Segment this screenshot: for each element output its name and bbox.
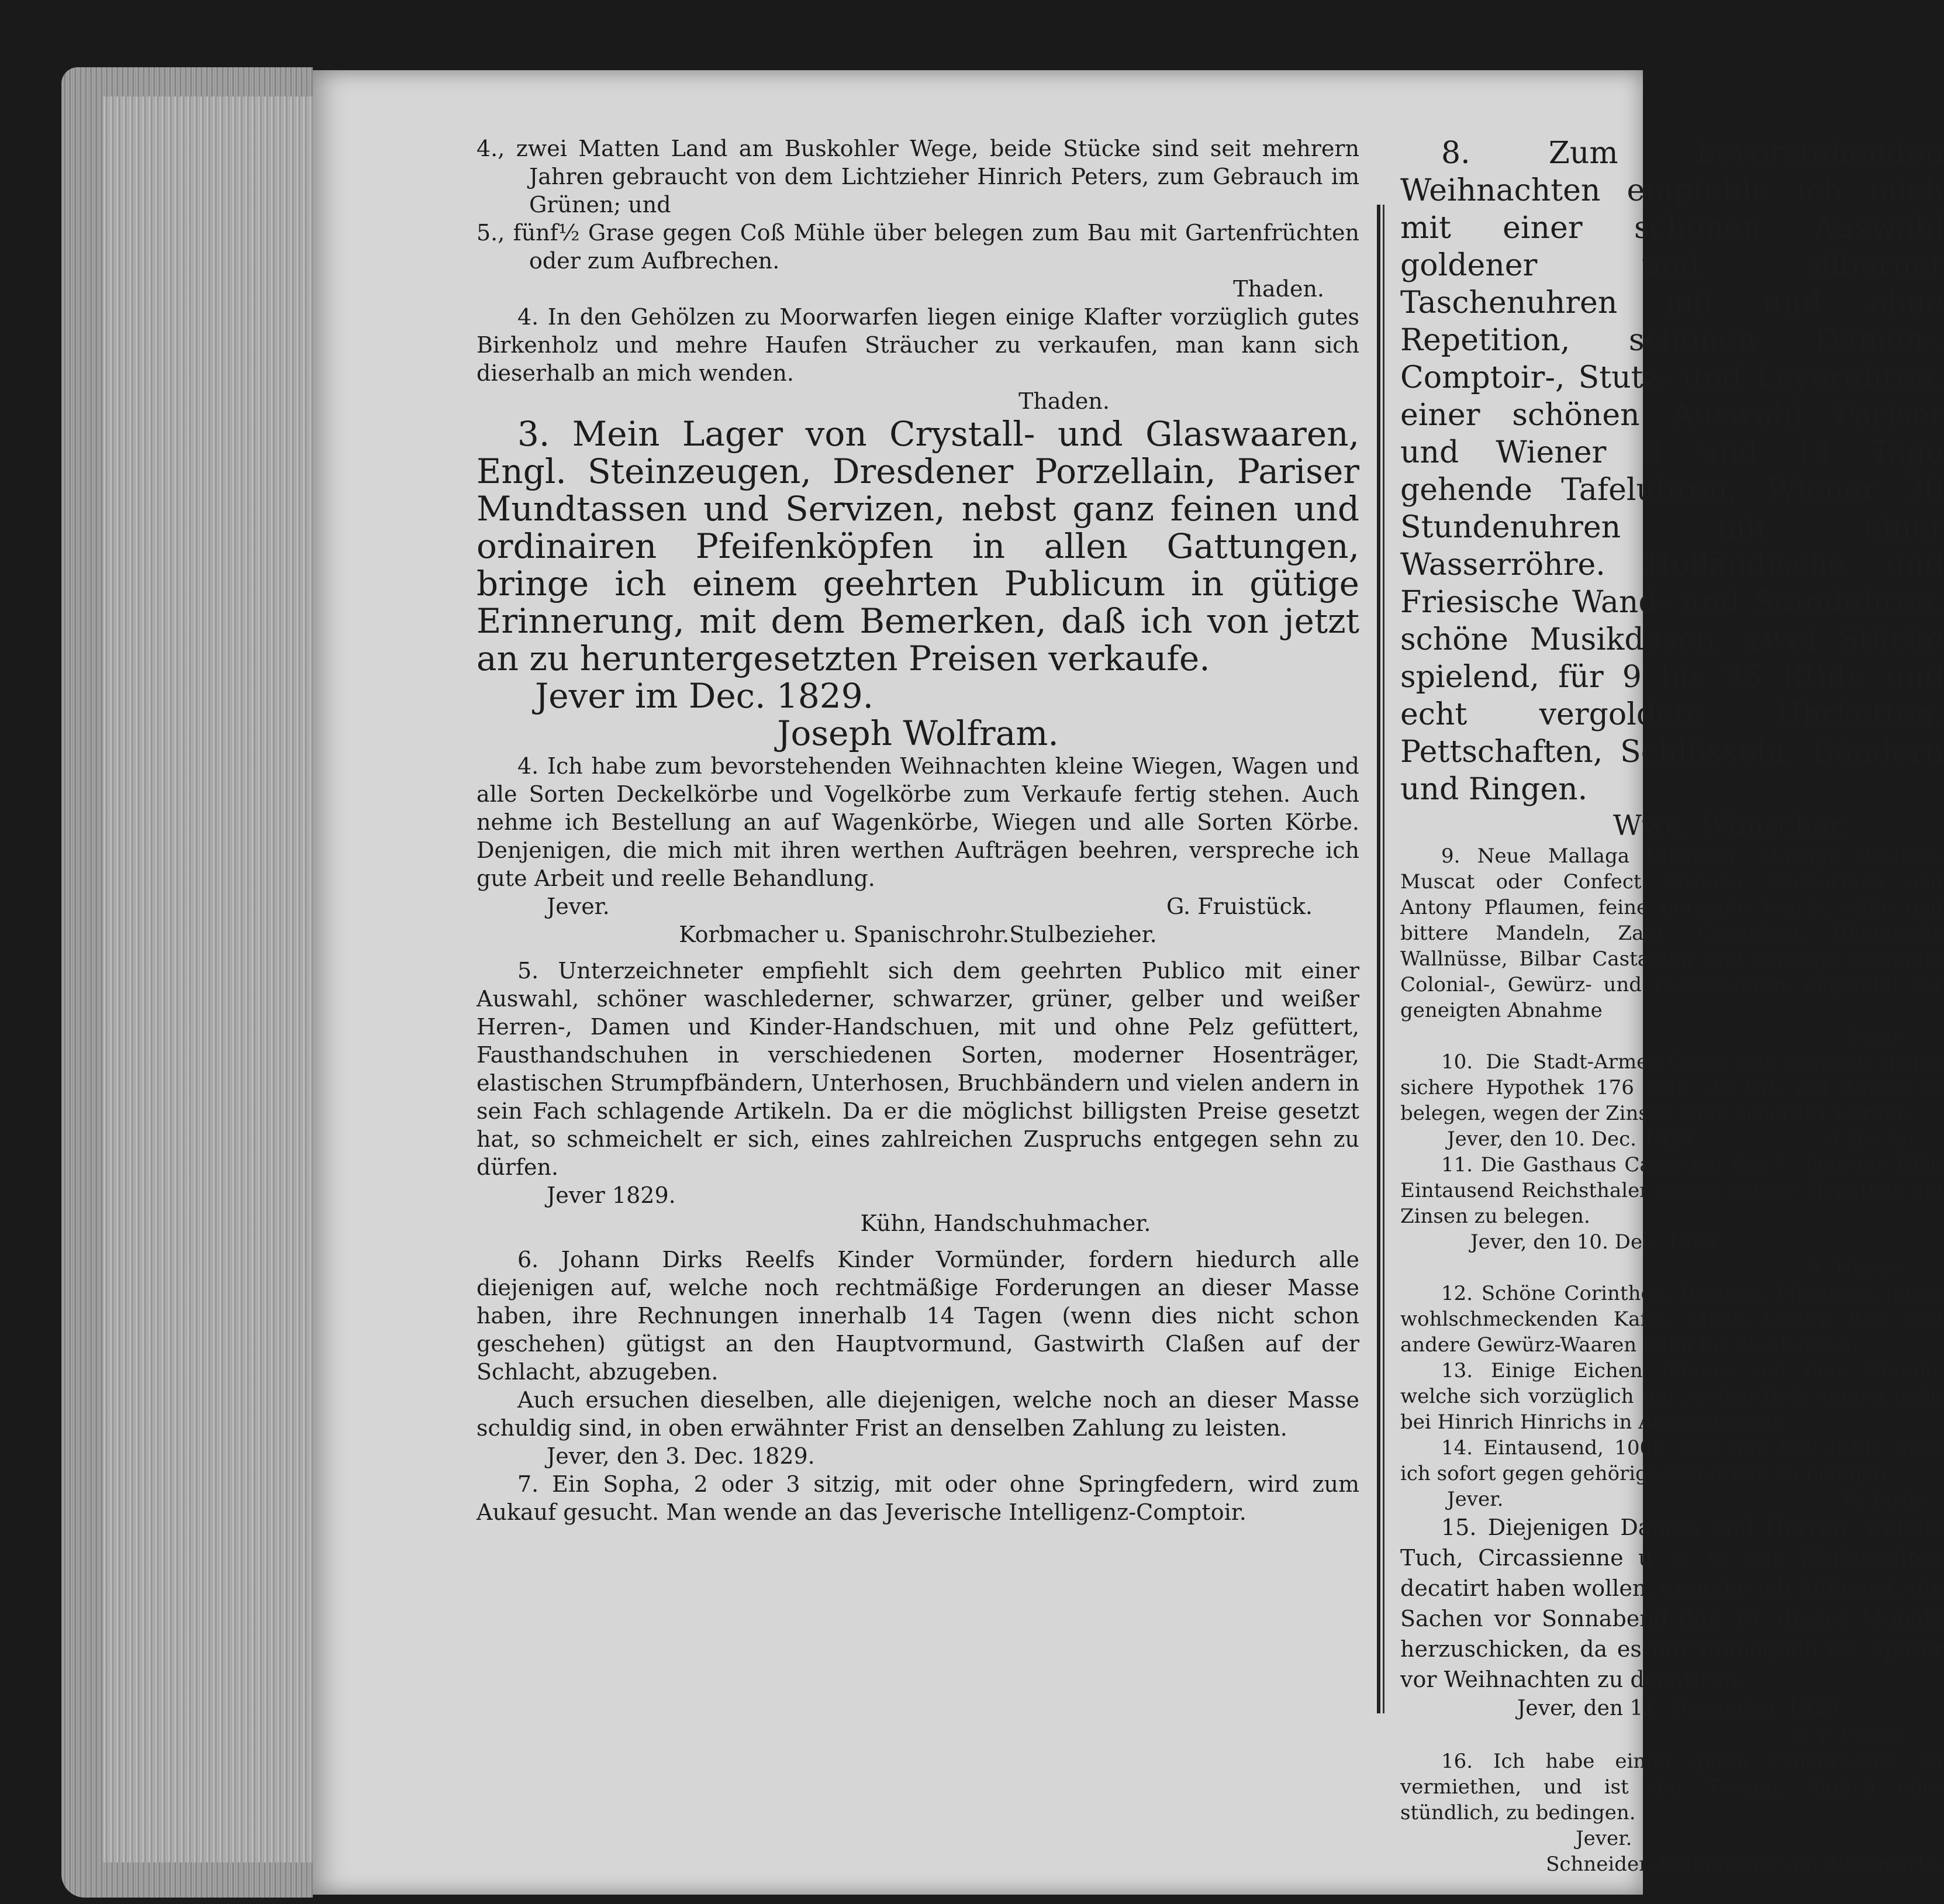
ad-item-6-place: Jever, den 3. Dec. 1829. (547, 1443, 815, 1469)
ad-item-14-place: Jever. (1447, 1488, 1504, 1511)
ad-item-15-place: Jever, den 11. December 1829. (1517, 1696, 1847, 1720)
column-rule (1377, 205, 1380, 1713)
ad-item-4: 4. In den Gehölzen zu Moorwarfen liegen einige Klafter vorzüglich gutes Birkenholz und mehre Haufen Sträucher zu verkaufen, man kann sich dieserhalb an mich wenden. (476, 304, 1359, 386)
ad-item-14-signature: W. Jaritz. (1842, 1488, 1932, 1511)
right-column (1400, 134, 1944, 1877)
ad-item-10-footer (1400, 1126, 1944, 1152)
column-rule-second (1383, 205, 1384, 1713)
ad-item-4b-trade: Korbmacher u. Spanischrohr.Stulbezieher. (679, 922, 1157, 947)
ad-item-5-signature: Kühn, Handschuhmacher. (860, 1210, 1151, 1236)
ad-item-10-place: Jever, den 10. Dec. 1829. (1447, 1127, 1700, 1151)
ad-item-6: 6. Johann Dirks Reelfs Kinder Vormünder, fordern hiedurch alle diejenigen auf, welche noch rechtmäßige Forderungen an dieser Masse haben, ihre Rechnungen innerhalb 14 Tagen (wenn dies nicht schon geschehen) gütigst an den Hauptvormund, Gastwirth Claßen auf der Schlacht, abzugeben. (476, 1247, 1359, 1385)
ad-item-4b-place: Jever. (547, 894, 610, 919)
ad-item-5: 5. Unterzeichneter empfiehlt sich dem geehrten Publico mit einer Auswahl, schöner waschlederner, schwarzer, grüner, gelber und weißer Herren-, Damen und Kinder-Handschuen, mit und ohne Pelz gefüttert, Fausthandschuhen in verschiedenen Sorten, moderner Hosenträger, elastischen Strumpfbändern, Unterhosen, Bruchbändern und vielen andern in sein Fach schlagende Artikeln. Da er die möglichst billigsten Preise gesetzt hat, so schmeichelt er sich, eines zahlreichen Zuspruchs entgegen sehn zu dürfen. (476, 958, 1359, 1180)
ad-item-4b-signature: G. Fruistück. (1166, 894, 1313, 919)
ad-item-4a: 4., zwei Matten Land am Buskohler Wege, beide Stücke sind seit mehrern Jahren gebraucht von dem Lichtzieher Hinrich Peters, zum Gebrauch im Grünen; und (476, 136, 1359, 218)
newspaper-page (313, 70, 1944, 1895)
book-page-edges-inner (102, 96, 313, 1862)
ad-item-3: 3. Mein Lager von Crystall- und Glaswaaren, Engl. Steinzeugen, Dresdener Porzellain, Pariser Mundtassen und Servizen, nebst ganz feinen und ordinairen Pfeifenköpfen in allen Gattungen, bringe ich einem geehrten Publicum in gütige Erinnerung, mit dem Bemerken, daß ich von jetzt an zu heruntergesetzten Preisen verkaufe. (476, 414, 1359, 678)
ad-item-10: 10. Die Stadt-Armen-Casse hat sogleich gegen sichere Hypothek 176 Rthl. 36 Grt. auf Zinsen zu belegen, wegen der Zinsen kann accordirt werden. (1400, 1050, 1944, 1125)
ad-item-8: 8. Zum bevorstehenden Weihnachten empfehle ich mich mit einer schönen Auswahl goldener und silberner Taschenuhren mit und ohne Repetition, schönen Damen-, Comptoir-, Stutz- und Leyeruhren, einer schönen Auswahl Pariser und Wiener 8 und 14 Tage gehende Tafeluhren, Wiener 30 Stundenuhren mit einer Wasserröhre. Holländische und Friesische Wand- und Standuhren, schöne Musikdosen, zwei Stücke spielend, für 9 bis 25 Rthlr. und echt vergoldete Uhrketten, Pettschaften, Schlüsseln, Bändern und Ringen. (1400, 136, 1944, 807)
ad-item-9-signature: Jürgs. (1849, 1025, 1909, 1048)
ad-item-6-continued: Auch ersuchen dieselben, alle diejenigen, welche noch an dieser Masse schuldig sind, in oben erwähnter Frist an denselben Zahlung zu leisten. (476, 1387, 1359, 1441)
ad-item-11-place: Jever, den 10. Dec. 1829. (1470, 1230, 1724, 1254)
ad-item-4b: 4. Ich habe zum bevorstehenden Weihnachten kleine Wiegen, Wagen und alle Sorten Deckelkörbe und Vogelkörbe zum Verkaufe fertig stehen. Auch nehme ich Bestellung an auf Wagenkörbe, Wiegen und alle Sorten Körbe. Denjenigen, die mich mit ihren werthen Aufträgen beehren, verspreche ich gute Arbeit und reelle Behandlung. (476, 753, 1359, 891)
ad-item-16: 16. Ich habe einen guten Fruchtweber zu vermiethen, und ist der Termin, täglich oder stündlich, zu bedingen. (1400, 1750, 1944, 1824)
ad-item-9: 9. Neue Mallaga Citronen, Mallaga Rosinen, Muscat oder Confect Rosinen, Catharinen und Antony Pflaumen, feine geraspte krack-, süße und bittere Mandeln, Zant. Corinthen, Rheinische Wallnüsse, Bilbar Castanien und sonstige bekannte Colonial-, Gewürz- und Farbewaaren, empfiehlt zur geneigten Abnahme (1400, 844, 1944, 1022)
ad-item-15: 15. Diejenigen Damen und Herren, welche Tuch, Circassienne u. s. w. vor Weihnachten decatirt haben wollen, ersuche ich höflichst, die Sachen vor Sonnabend den 19. dieses Monats herzuschicken, da es mir unmöglich ist, später vor Weihnachten zu decatiren. (1400, 1515, 1944, 1692)
ad-item-11: 11. Die Gasthaus Casse hat den 1. Februar 1830 Eintausend Reichsthaler gegen sichere Hypothek auf Zinsen zu belegen. (1400, 1153, 1944, 1228)
signature-thaden-1: Thaden. (1233, 276, 1324, 302)
ad-item-11-signature: A. Hector. (1808, 1256, 1909, 1279)
ad-item-3-signature: Joseph Wolfram. (777, 713, 1059, 753)
left-column (476, 134, 1359, 1526)
ad-item-13: 13. Einige Eichen Bäume, auf dem Stamm, welche sich vorzüglich gut zu Bau-Holz eignen billig bei Hinrich Hinrichs in Addernhausen. (1400, 1359, 1944, 1434)
ad-item-5a: 5., fünf½ Grase gegen Coß Mühle über belegen zum Bau mit Gartenfrüchten oder zum Aufbrechen. (476, 220, 1359, 274)
ad-item-7: 7. Ein Sopha, 2 oder 3 sitzig, mit oder ohne Springfedern, wird zum Aukauf gesucht. Man wende an das Jeverische Intelligenz-Comptoir. (476, 1471, 1359, 1525)
ad-item-3-place: Jever im Dec. 1829. (535, 676, 874, 716)
ad-item-10-signature: A Hector. (1826, 1127, 1921, 1151)
ad-item-4b-footer (476, 892, 1359, 920)
ad-item-16-signature: Schneider, Stellmacher am Altenmarkt. (1546, 1853, 1944, 1876)
ad-item-15-signature: T. T. Friese. (1793, 1724, 1909, 1747)
signature-thaden-2: Thaden. (1018, 388, 1110, 414)
ad-item-14-footer (1400, 1486, 1944, 1512)
ad-item-5-place: Jever 1829. (547, 1182, 676, 1208)
ad-item-16-place: Jever. (1576, 1827, 1632, 1850)
ad-item-14: 14. Eintausend, 1000, 800 und 600 Rthlr. habe ich sofort gegen gehörige Sicherheit zu belegen. (1400, 1436, 1944, 1485)
ad-item-8-signature: Wwe. Wünscher. (1612, 809, 1849, 842)
ad-item-12: 12. Schöne Corinthen, Rosinen, Pflaumen, guten wohlschmeckenden Kaffe, Melis, Candy, Reis und andere Gewürz-Waaren billig bei Neßhausen. (1400, 1282, 1944, 1357)
